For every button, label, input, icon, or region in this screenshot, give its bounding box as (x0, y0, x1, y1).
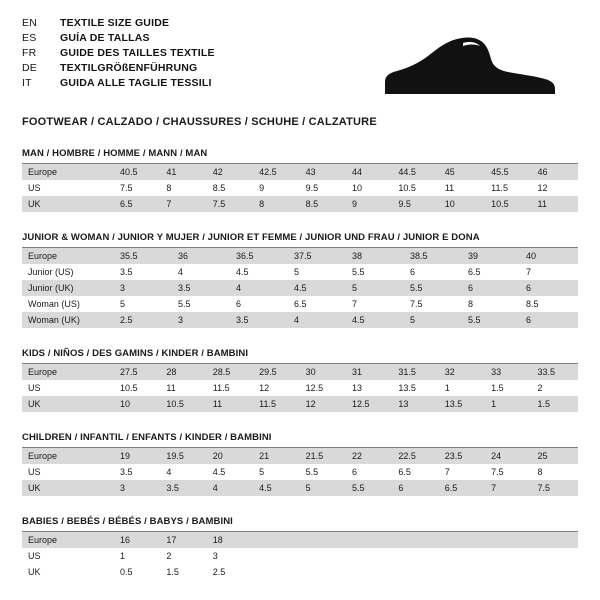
size-cell: 6 (404, 264, 462, 280)
size-cell: 4.5 (288, 280, 346, 296)
block-title: JUNIOR & WOMAN / JUNIOR Y MUJER / JUNIOR ET FEMME / JUNIOR UND FRAU / JUNIOR E DONA (22, 232, 578, 248)
size-cell: 8.5 (207, 180, 253, 196)
size-cell: 40.5 (114, 164, 160, 180)
size-cell: 5 (300, 480, 346, 496)
size-cell: 4.5 (253, 480, 299, 496)
size-cell: 38 (346, 248, 404, 264)
size-cell: 12.5 (346, 396, 392, 412)
row-label: US (22, 380, 114, 396)
size-cell: 3.5 (160, 480, 206, 496)
size-cell-empty (346, 532, 392, 548)
size-cell: 1.5 (160, 564, 206, 580)
table-row (22, 448, 578, 464)
language-title: TEXTILE SIZE GUIDE (60, 17, 170, 29)
size-cell-empty (346, 548, 392, 564)
size-cell: 21.5 (300, 448, 346, 464)
size-cell: 7 (160, 196, 206, 212)
row-label: UK (22, 396, 114, 412)
block-title: KIDS / NIÑOS / DES GAMINS / KINDER / BAMBINI (22, 348, 578, 364)
size-cell: 31.5 (392, 364, 438, 380)
size-cell: 11 (207, 396, 253, 412)
size-cell: 23.5 (439, 448, 485, 464)
table-row (22, 564, 578, 580)
size-cell: 11.5 (253, 396, 299, 412)
size-cell: 21 (253, 448, 299, 464)
size-cell: 13.5 (392, 380, 438, 396)
size-cell: 6 (520, 280, 578, 296)
size-cell: 1.5 (532, 396, 578, 412)
size-cell: 36 (172, 248, 230, 264)
size-cell: 19.5 (160, 448, 206, 464)
size-cell: 12 (300, 396, 346, 412)
size-cell: 0.5 (114, 564, 160, 580)
size-cell: 19 (114, 448, 160, 464)
size-cell-empty (300, 532, 346, 548)
size-cell: 4 (230, 280, 288, 296)
size-cell: 4 (288, 312, 346, 328)
size-block-babies (22, 516, 578, 580)
size-cell-empty (392, 548, 438, 564)
size-cell: 5.5 (172, 296, 230, 312)
row-label: US (22, 464, 114, 480)
size-cell: 42 (207, 164, 253, 180)
size-cell: 3 (172, 312, 230, 328)
table-row (22, 312, 578, 328)
size-cell: 7 (485, 480, 531, 496)
row-label: Junior (US) (22, 264, 114, 280)
row-label: Europe (22, 248, 114, 264)
size-cell-empty (392, 564, 438, 580)
dress-shoe-icon (375, 32, 560, 102)
language-code: ES (22, 32, 37, 44)
size-table (22, 164, 578, 212)
size-cell: 11 (532, 196, 578, 212)
size-cell: 6.5 (439, 480, 485, 496)
size-cell: 7.5 (532, 480, 578, 496)
table-row (22, 532, 578, 548)
size-cell: 4.5 (207, 464, 253, 480)
page-title: FOOTWEAR / CALZADO / CHAUSSURES / SCHUHE / CALZATURE (22, 116, 377, 128)
row-label: Woman (US) (22, 296, 114, 312)
language-title: GUIDA ALLE TAGLIE TESSILI (60, 77, 212, 89)
size-cell-empty (253, 548, 299, 564)
size-cell-empty (532, 564, 578, 580)
size-cell: 11 (439, 180, 485, 196)
language-row (22, 31, 215, 46)
document-header (22, 16, 578, 102)
size-cell: 5.5 (404, 280, 462, 296)
size-cell-empty (532, 532, 578, 548)
size-cell: 6.5 (392, 464, 438, 480)
size-cell: 44 (346, 164, 392, 180)
size-cell: 35.5 (114, 248, 172, 264)
row-label: Europe (22, 448, 114, 464)
size-cell: 7.5 (207, 196, 253, 212)
table-row (22, 196, 578, 212)
size-cell: 39 (462, 248, 520, 264)
size-cell: 38.5 (404, 248, 462, 264)
size-cell: 18 (207, 532, 253, 548)
size-cell-empty (439, 564, 485, 580)
table-row (22, 396, 578, 412)
size-cell: 43 (300, 164, 346, 180)
size-cell: 3.5 (114, 464, 160, 480)
size-cell: 5 (288, 264, 346, 280)
size-cell: 8 (462, 296, 520, 312)
size-cell: 3.5 (114, 264, 172, 280)
size-cell: 40 (520, 248, 578, 264)
size-cell: 3 (207, 548, 253, 564)
size-cell: 1 (114, 548, 160, 564)
size-cell: 13.5 (439, 396, 485, 412)
size-cell: 44.5 (392, 164, 438, 180)
size-cell: 45.5 (485, 164, 531, 180)
size-cell: 12 (253, 380, 299, 396)
size-cell: 13 (392, 396, 438, 412)
size-cell: 4 (207, 480, 253, 496)
row-label: Woman (UK) (22, 312, 114, 328)
size-cell: 33 (485, 364, 531, 380)
size-cell-empty (439, 532, 485, 548)
size-cell: 8.5 (520, 296, 578, 312)
block-title: MAN / HOMBRE / HOMME / MANN / MAN (22, 148, 578, 164)
size-cell-empty (485, 564, 531, 580)
table-row (22, 248, 578, 264)
size-cell: 5 (346, 280, 404, 296)
size-cell: 6.5 (462, 264, 520, 280)
size-cell: 11.5 (485, 180, 531, 196)
row-label: Europe (22, 532, 114, 548)
table-row (22, 548, 578, 564)
size-cell: 3.5 (230, 312, 288, 328)
size-cell: 5 (404, 312, 462, 328)
language-row (22, 46, 215, 61)
size-cell: 10.5 (392, 180, 438, 196)
size-cell: 4.5 (230, 264, 288, 280)
size-cell: 10 (439, 196, 485, 212)
language-title: GUIDE DES TAILLES TEXTILE (60, 47, 215, 59)
size-cell: 12 (532, 180, 578, 196)
size-cell: 9.5 (392, 196, 438, 212)
size-cell: 12.5 (300, 380, 346, 396)
size-cell: 46 (532, 164, 578, 180)
size-cell: 37.5 (288, 248, 346, 264)
size-cell: 6 (520, 312, 578, 328)
size-cell: 9.5 (300, 180, 346, 196)
row-label: Europe (22, 364, 114, 380)
table-row (22, 180, 578, 196)
size-cell: 29.5 (253, 364, 299, 380)
size-cell: 10.5 (160, 396, 206, 412)
size-table (22, 248, 578, 328)
size-cell: 13 (346, 380, 392, 396)
size-cell: 4 (160, 464, 206, 480)
size-table (22, 448, 578, 496)
size-cell: 9 (346, 196, 392, 212)
table-row (22, 480, 578, 496)
size-cell-empty (392, 532, 438, 548)
size-cell: 28 (160, 364, 206, 380)
language-row (22, 61, 215, 76)
size-block-man (22, 148, 578, 212)
size-cell: 6 (392, 480, 438, 496)
block-title: BABIES / BEBÉS / BÉBÉS / BABYS / BAMBINI (22, 516, 578, 532)
block-title: CHILDREN / INFANTIL / ENFANTS / KINDER / BAMBINI (22, 432, 578, 448)
size-cell: 36.5 (230, 248, 288, 264)
size-cell: 10.5 (485, 196, 531, 212)
size-cell-empty (485, 532, 531, 548)
size-cell-empty (439, 548, 485, 564)
size-cell: 1 (485, 396, 531, 412)
size-block-junior-woman (22, 232, 578, 328)
table-row (22, 464, 578, 480)
size-cell: 2.5 (114, 312, 172, 328)
size-cell: 5.5 (462, 312, 520, 328)
size-cell: 8.5 (300, 196, 346, 212)
size-block-kids (22, 348, 578, 412)
size-cell: 8 (160, 180, 206, 196)
size-cell: 6.5 (288, 296, 346, 312)
size-cell-empty (300, 564, 346, 580)
size-cell: 7 (346, 296, 404, 312)
size-cell-empty (253, 564, 299, 580)
size-cell: 5.5 (346, 480, 392, 496)
size-cell-empty (532, 548, 578, 564)
row-label: UK (22, 564, 114, 580)
size-cell: 7.5 (114, 180, 160, 196)
row-label: Junior (UK) (22, 280, 114, 296)
size-cell-empty (300, 548, 346, 564)
size-cell: 4 (172, 264, 230, 280)
row-label: US (22, 180, 114, 196)
size-cell: 6 (462, 280, 520, 296)
row-label: UK (22, 480, 114, 496)
size-cell: 5 (253, 464, 299, 480)
size-cell: 10 (346, 180, 392, 196)
size-cell: 22.5 (392, 448, 438, 464)
size-cell: 6.5 (114, 196, 160, 212)
table-row (22, 280, 578, 296)
size-cell: 3 (114, 480, 160, 496)
size-block-children (22, 432, 578, 496)
size-cell: 11.5 (207, 380, 253, 396)
language-title: GUÍA DE TALLAS (60, 32, 150, 44)
size-cell: 6 (346, 464, 392, 480)
size-cell: 8 (532, 464, 578, 480)
size-cell: 25 (532, 448, 578, 464)
size-cell: 6 (230, 296, 288, 312)
language-code: IT (22, 77, 32, 89)
size-cell: 3.5 (172, 280, 230, 296)
size-cell: 28.5 (207, 364, 253, 380)
table-row (22, 380, 578, 396)
size-cell: 8 (253, 196, 299, 212)
size-cell: 5 (114, 296, 172, 312)
size-cell: 45 (439, 164, 485, 180)
size-cell: 5.5 (346, 264, 404, 280)
language-code: FR (22, 47, 37, 59)
size-cell: 9 (253, 180, 299, 196)
size-cell: 5.5 (300, 464, 346, 480)
size-cell: 10.5 (114, 380, 160, 396)
language-code: EN (22, 17, 37, 29)
size-cell: 7.5 (404, 296, 462, 312)
size-cell: 1.5 (485, 380, 531, 396)
size-cell-empty (253, 532, 299, 548)
language-title: TEXTILGRÖßENFÜHRUNG (60, 62, 198, 74)
size-cell: 24 (485, 448, 531, 464)
size-cell: 7 (520, 264, 578, 280)
size-cell: 30 (300, 364, 346, 380)
size-cell: 16 (114, 532, 160, 548)
language-row (22, 76, 215, 91)
size-cell: 7 (439, 464, 485, 480)
size-cell: 27.5 (114, 364, 160, 380)
table-row (22, 264, 578, 280)
language-title-list (22, 16, 215, 91)
size-cell: 17 (160, 532, 206, 548)
size-cell: 33.5 (532, 364, 578, 380)
size-cell: 11 (160, 380, 206, 396)
table-row (22, 364, 578, 380)
row-label: US (22, 548, 114, 564)
size-cell: 32 (439, 364, 485, 380)
size-cell-empty (485, 548, 531, 564)
size-cell: 2 (532, 380, 578, 396)
size-cell: 10 (114, 396, 160, 412)
size-cell: 20 (207, 448, 253, 464)
size-table (22, 364, 578, 412)
size-cell-empty (346, 564, 392, 580)
row-label: Europe (22, 164, 114, 180)
size-table (22, 532, 578, 580)
size-cell: 31 (346, 364, 392, 380)
row-label: UK (22, 196, 114, 212)
table-row (22, 164, 578, 180)
size-cell: 2.5 (207, 564, 253, 580)
size-cell: 7.5 (485, 464, 531, 480)
size-cell: 22 (346, 448, 392, 464)
table-row (22, 296, 578, 312)
size-cell: 2 (160, 548, 206, 564)
language-row (22, 16, 215, 31)
language-code: DE (22, 62, 37, 74)
size-cell: 41 (160, 164, 206, 180)
size-cell: 1 (439, 380, 485, 396)
size-cell: 3 (114, 280, 172, 296)
size-cell: 4.5 (346, 312, 404, 328)
size-cell: 42.5 (253, 164, 299, 180)
